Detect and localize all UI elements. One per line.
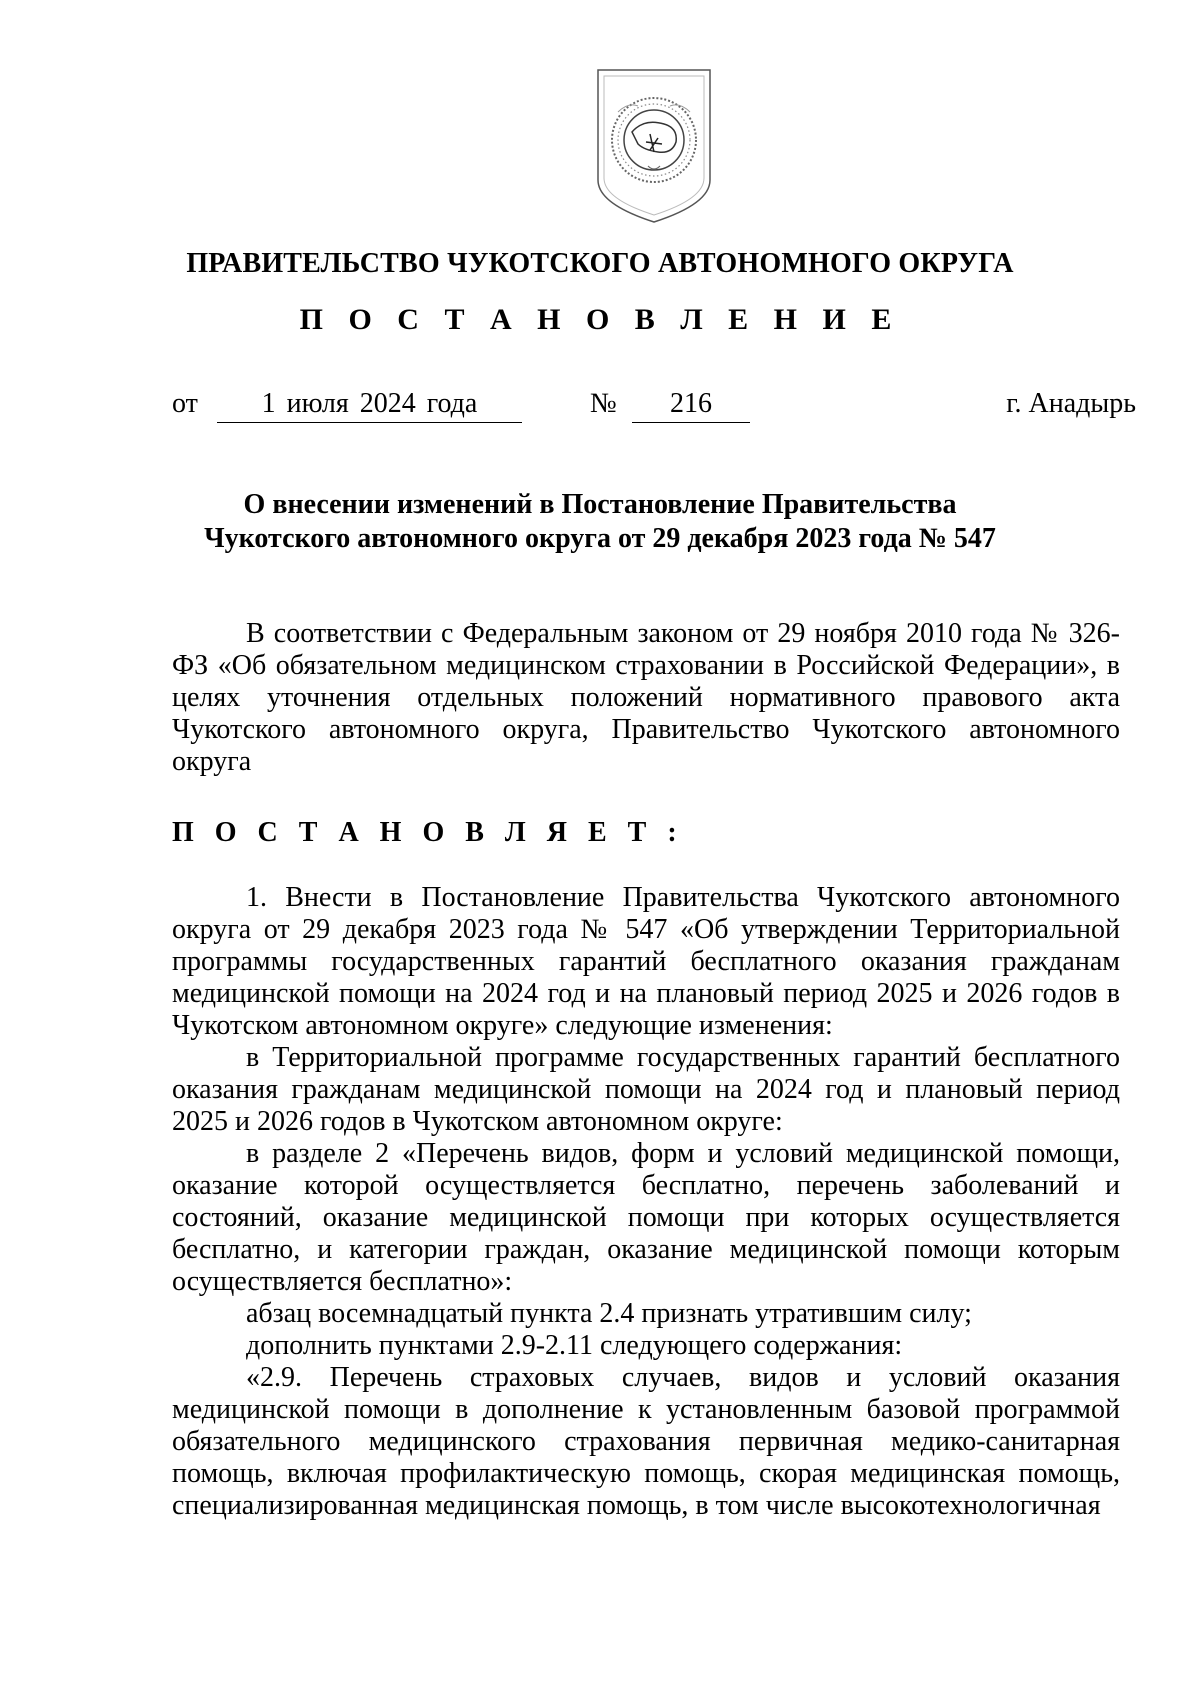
- document-type-title: П О С Т А Н О В Л Е Н И Е: [299, 303, 901, 336]
- coat-of-arms-icon: [588, 62, 720, 228]
- document-subject: [0, 488, 1200, 556]
- organization-title: ПРАВИТЕЛЬСТВО ЧУКОТСКОГО АВТОНОМНОГО ОКРУГА: [186, 248, 1014, 279]
- preamble-block: [172, 618, 1120, 778]
- paragraph-add-items: дополнить пунктами 2.9-2.11 следующего содержания:: [246, 1330, 903, 1361]
- date-label: от: [172, 388, 198, 419]
- paragraph-section-2: в разделе 2 «Перечень видов, форм и условий медицинской помощи, оказание которой осуществляется бесплатно, перечень заболеваний и состояний, оказание медицинской помощи при которых осуществляется бесплатно, и категории граждан, оказание медицинской помощи которым осуществляется бесплатно»:: [172, 1138, 1120, 1297]
- paragraph-program: в Территориальной программе государственных гарантий бесплатного оказания гражданам медицинской помощи на 2024 год и плановый период 2025 и 2026 годов в Чукотском автономном округе:: [172, 1042, 1120, 1137]
- document-meta-row: [172, 388, 1136, 422]
- paragraph-2-9: «2.9. Перечень страховых случаев, видов и условий оказания медицинской помощи в дополнение к установленным базовой программой обязательного медицинского страхования первичная медико-санитарная помощь, включая профилактическую помощь, скорая медицинская помощь, специализированная медицинская помощь, в том числе высокотехнологичная: [172, 1362, 1120, 1521]
- decree-heading: П О С Т А Н О В Л Я Е Т :: [172, 817, 684, 848]
- subject-line-1: О внесении изменений в Постановление Правительства: [243, 489, 957, 520]
- document-date: 1 июля 2024 года: [217, 388, 522, 423]
- subject-line-2: Чукотского автономного округа от 29 декабря 2023 года № 547: [204, 523, 996, 554]
- document-city: г. Анадырь: [1006, 388, 1136, 419]
- preamble-paragraph: В соответствии с Федеральным законом от 29 ноября 2010 года № 326-ФЗ «Об обязательном медицинском страховании в Российской Федерации», в целях уточнения отдельных положений нормативного правового акта Чукотского автономного округа, Правительство Чукотского автономного округа: [172, 618, 1120, 777]
- paragraph-2-4: абзац восемнадцатый пункта 2.4 признать утратившим силу;: [246, 1298, 972, 1329]
- document-number: 216: [632, 388, 750, 423]
- paragraph-item-1: 1. Внести в Постановление Правительства Чукотского автономного округа от 29 декабря 2023 года № 547 «Об утверждении Территориальной программы государственных гарантий бесплатного оказания гражданам медицинской помощи на 2024 год и на плановый период 2025 и 2026 годов в Чукотском автономном округе» следующие изменения:: [172, 882, 1120, 1041]
- decree-items: [172, 882, 1120, 1522]
- number-label: №: [590, 388, 617, 419]
